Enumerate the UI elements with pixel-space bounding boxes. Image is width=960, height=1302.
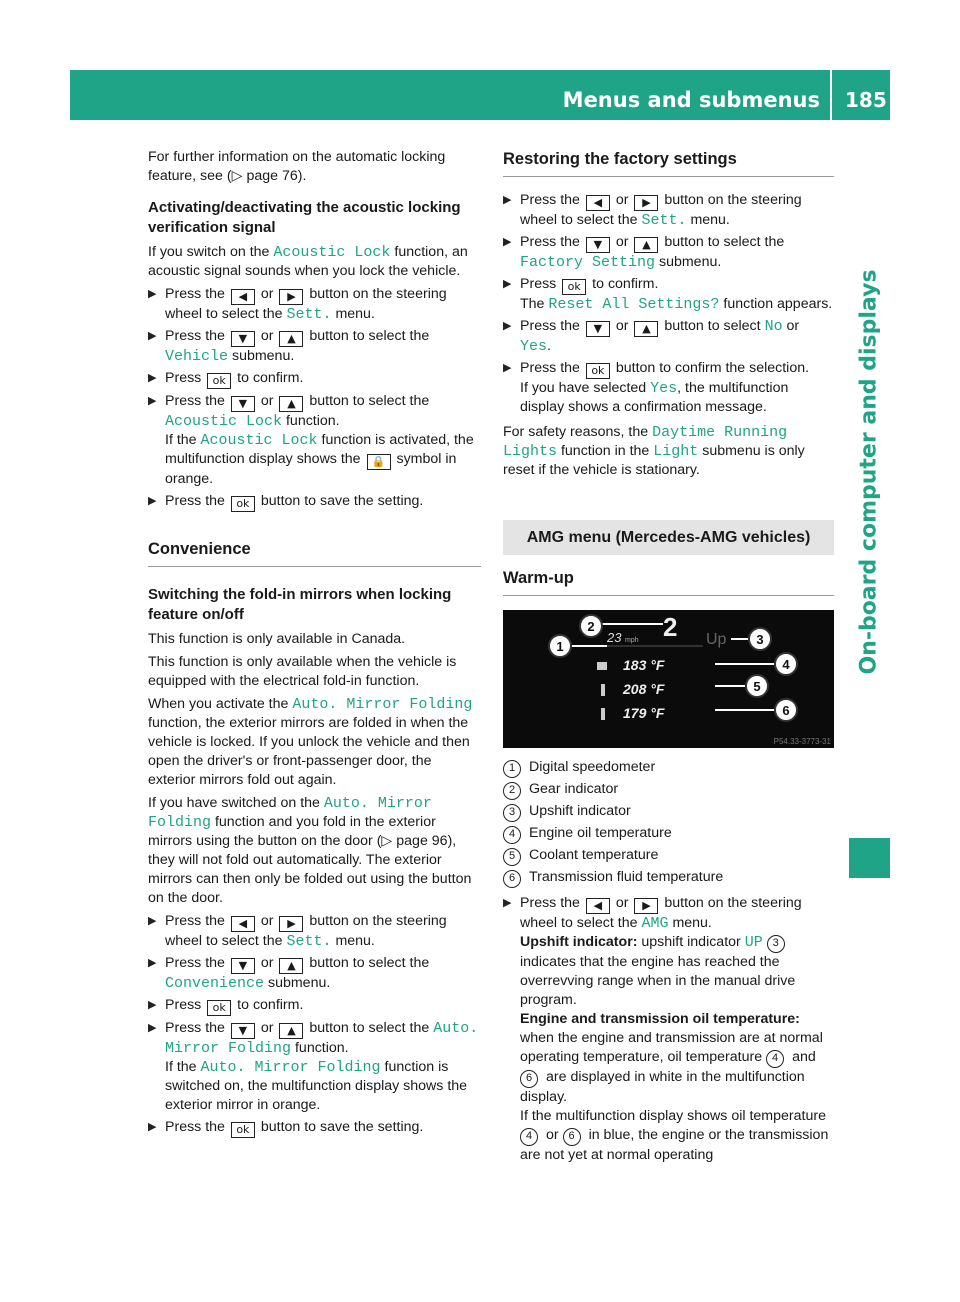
right-column <box>503 148 834 1168</box>
callout-number: 3 <box>767 935 785 953</box>
callout-number: 6 <box>503 870 521 888</box>
callout-1-label: 1 <box>556 639 564 654</box>
amg-banner: AMG menu (Mercedes-AMG vehicles) <box>503 520 834 555</box>
step: ▶ Press the ◀ or ▶ button on the steering wheel to select the Sett. menu. <box>503 191 834 230</box>
ok-key-icon: ok <box>207 373 231 389</box>
ok-key-icon: ok <box>586 363 610 379</box>
down-key-icon: ▼ <box>231 958 255 974</box>
upshift-text: Up <box>706 631 727 648</box>
section-title-mirrors: Switching the fold-in mirrors when locking feature on/off <box>148 586 452 623</box>
step: ▶ Press the ◀ or ▶ button on the steering wheel to select the Sett. menu. <box>148 285 481 324</box>
gear-value: 2 <box>663 612 678 642</box>
oil-can-icon <box>597 662 607 670</box>
step: ▶ Press ok to confirm. <box>148 369 481 389</box>
warmup-title: Warm-up <box>503 569 574 587</box>
oil-temp: 183 °F <box>623 657 665 673</box>
ok-key-icon: ok <box>231 496 255 512</box>
callout-number: 4 <box>766 1050 784 1068</box>
trans-temp: 179 °F <box>623 705 665 721</box>
callout-3-label: 3 <box>756 632 764 647</box>
callout-number: 1 <box>503 760 521 778</box>
header-title: Menus and submenus <box>562 88 820 112</box>
up-key-icon: ▲ <box>279 958 303 974</box>
left-key-icon: ◀ <box>586 195 610 211</box>
list-item: 2 Gear indicator <box>503 780 834 800</box>
down-key-icon: ▼ <box>231 1023 255 1039</box>
callout-number: 5 <box>503 848 521 866</box>
callout-number: 2 <box>503 782 521 800</box>
chapter-marker <box>849 838 890 878</box>
coolant-icon <box>601 684 605 696</box>
up-key-icon: ▲ <box>634 237 658 253</box>
figure-code: P54.33-3773-31 <box>773 737 831 746</box>
up-key-icon: ▲ <box>634 321 658 337</box>
page-number: 185 <box>845 88 887 112</box>
section-title-acoustic: Activating/deactivating the acoustic locking verification signal <box>148 199 461 236</box>
paragraph: This function is only available in Canada. <box>148 631 406 647</box>
right-key-icon: ▶ <box>634 898 658 914</box>
list-item: 5 Coolant temperature <box>503 846 834 866</box>
up-key-icon: ▲ <box>279 331 303 347</box>
section-heading-convenience <box>148 538 481 567</box>
callout-number: 6 <box>563 1128 581 1146</box>
instrument-display-figure <box>503 610 834 748</box>
speed-unit: mph <box>625 637 639 644</box>
step: ▶ Press the ok button to confirm the selection. If you have selected Yes, the multifunction display shows a confirmation message. <box>503 359 834 417</box>
list-item: 6 Transmission fluid temperature <box>503 868 834 888</box>
ok-key-icon: ok <box>231 1122 255 1138</box>
paragraph: If you have switched on the Auto. Mirror Folding function and you fold in the exterior mirrors using the button on the door (▷ page 96), they will not fold out automatically. The exterior mirrors can then only be folded out using the button on the door. <box>148 795 472 906</box>
callout-4-label: 4 <box>782 657 790 672</box>
list-item: 3 Upshift indicator <box>503 802 834 822</box>
step: ▶ Press the ▼ or ▲ button to select the Acoustic Lock function. If the Acoustic Lock function is activated, the multifunction display shows the 🔒 symbol in orange. <box>148 392 481 489</box>
right-key-icon: ▶ <box>279 916 303 932</box>
list-item: 4 Engine oil temperature <box>503 824 834 844</box>
section-heading-warmup <box>503 567 834 596</box>
speed-value: 23 <box>607 630 622 645</box>
step: ▶ Press the ▼ or ▲ button to select the Convenience submenu. <box>148 954 481 993</box>
callout-number: 3 <box>503 804 521 822</box>
step: ▶ Press the ▼ or ▲ button to select the Auto. Mirror Folding function. If the Auto. Mirror Folding function is switched on, the multifunction display shows the exterior mirror in orange. <box>148 1019 481 1115</box>
step: ▶ Press the ok button to save the setting. <box>148 492 481 512</box>
paragraph: When you activate the Auto. Mirror Folding function, the exterior mirrors are folded in when the vehicle is locked. If you unlock the vehicle and then open the driver's or front-passenger door, the exterior mirrors fold out again. <box>148 696 473 788</box>
step: ▶ Press the ◀ or ▶ button on the steering wheel to select the Sett. menu. <box>148 912 481 951</box>
step: ▶ Press the ok button to save the setting. <box>148 1118 481 1138</box>
callout-number: 4 <box>503 826 521 844</box>
page-header <box>70 70 890 120</box>
paragraph: If you switch on the Acoustic Lock function, an acoustic signal sounds when you lock the vehicle. <box>148 244 468 279</box>
section-heading-factory <box>503 148 834 177</box>
right-key-icon: ▶ <box>634 195 658 211</box>
chapter-tab <box>849 112 889 832</box>
factory-title: Restoring the factory settings <box>503 150 737 168</box>
ok-key-icon: ok <box>207 1000 231 1016</box>
lock-icon: 🔒 <box>367 454 391 470</box>
right-key-icon: ▶ <box>279 289 303 305</box>
left-key-icon: ◀ <box>231 289 255 305</box>
callout-2-label: 2 <box>587 619 595 634</box>
callout-number: 6 <box>520 1070 538 1088</box>
left-column <box>148 148 481 1141</box>
chapter-label: On-board computer and displays <box>856 269 882 675</box>
left-key-icon: ◀ <box>231 916 255 932</box>
header-divider <box>830 70 832 120</box>
step: ▶ Press the ▼ or ▲ button to select the Vehicle submenu. <box>148 327 481 366</box>
transmission-icon <box>601 708 605 720</box>
callout-6-label: 6 <box>782 703 790 718</box>
callout-5-label: 5 <box>753 679 761 694</box>
callout-number: 4 <box>520 1128 538 1146</box>
step: ▶ Press ok to confirm. <box>148 996 481 1016</box>
step: ▶ Press ok to confirm. The Reset All Settings? function appears. <box>503 275 834 314</box>
step: ▶ Press the ▼ or ▲ button to select the Factory Setting submenu. <box>503 233 834 272</box>
ok-key-icon: ok <box>562 279 586 295</box>
up-key-icon: ▲ <box>279 1023 303 1039</box>
figure-legend <box>503 758 834 888</box>
down-key-icon: ▼ <box>231 331 255 347</box>
convenience-title: Convenience <box>148 540 251 558</box>
left-key-icon: ◀ <box>586 898 610 914</box>
down-key-icon: ▼ <box>231 396 255 412</box>
paragraph: For safety reasons, the Daytime Running Lights function in the Light submenu is only reset if the vehicle is stationary. <box>503 424 805 478</box>
paragraph: This function is only available when the vehicle is equipped with the electrical fold-in function. <box>148 654 457 689</box>
intro-text: For further information on the automatic locking feature, see (▷ page 76). <box>148 149 446 184</box>
down-key-icon: ▼ <box>586 237 610 253</box>
step: ▶ Press the ▼ or ▲ button to select No or Yes. <box>503 317 834 356</box>
display-illustration <box>503 610 834 748</box>
list-item: 1 Digital speedometer <box>503 758 834 778</box>
step: ▶ Press the ◀ or ▶ button on the steering wheel to select the AMG menu. Upshift indicator: upshift indicator UP 3indicates that the engine has reached the overrevving range when in the manual drive program. Engine and transmission oil temperature: when the engine and transmission are at normal operating temperature, oil temperature 4 and 6 are displayed in white in the multifunction display. If the multifunction display shows oil temperature 4 or 6 in blue, the engine or the transmission are not yet at normal operating <box>503 894 834 1165</box>
down-key-icon: ▼ <box>586 321 610 337</box>
up-key-icon: ▲ <box>279 396 303 412</box>
coolant-temp: 208 °F <box>623 681 665 697</box>
